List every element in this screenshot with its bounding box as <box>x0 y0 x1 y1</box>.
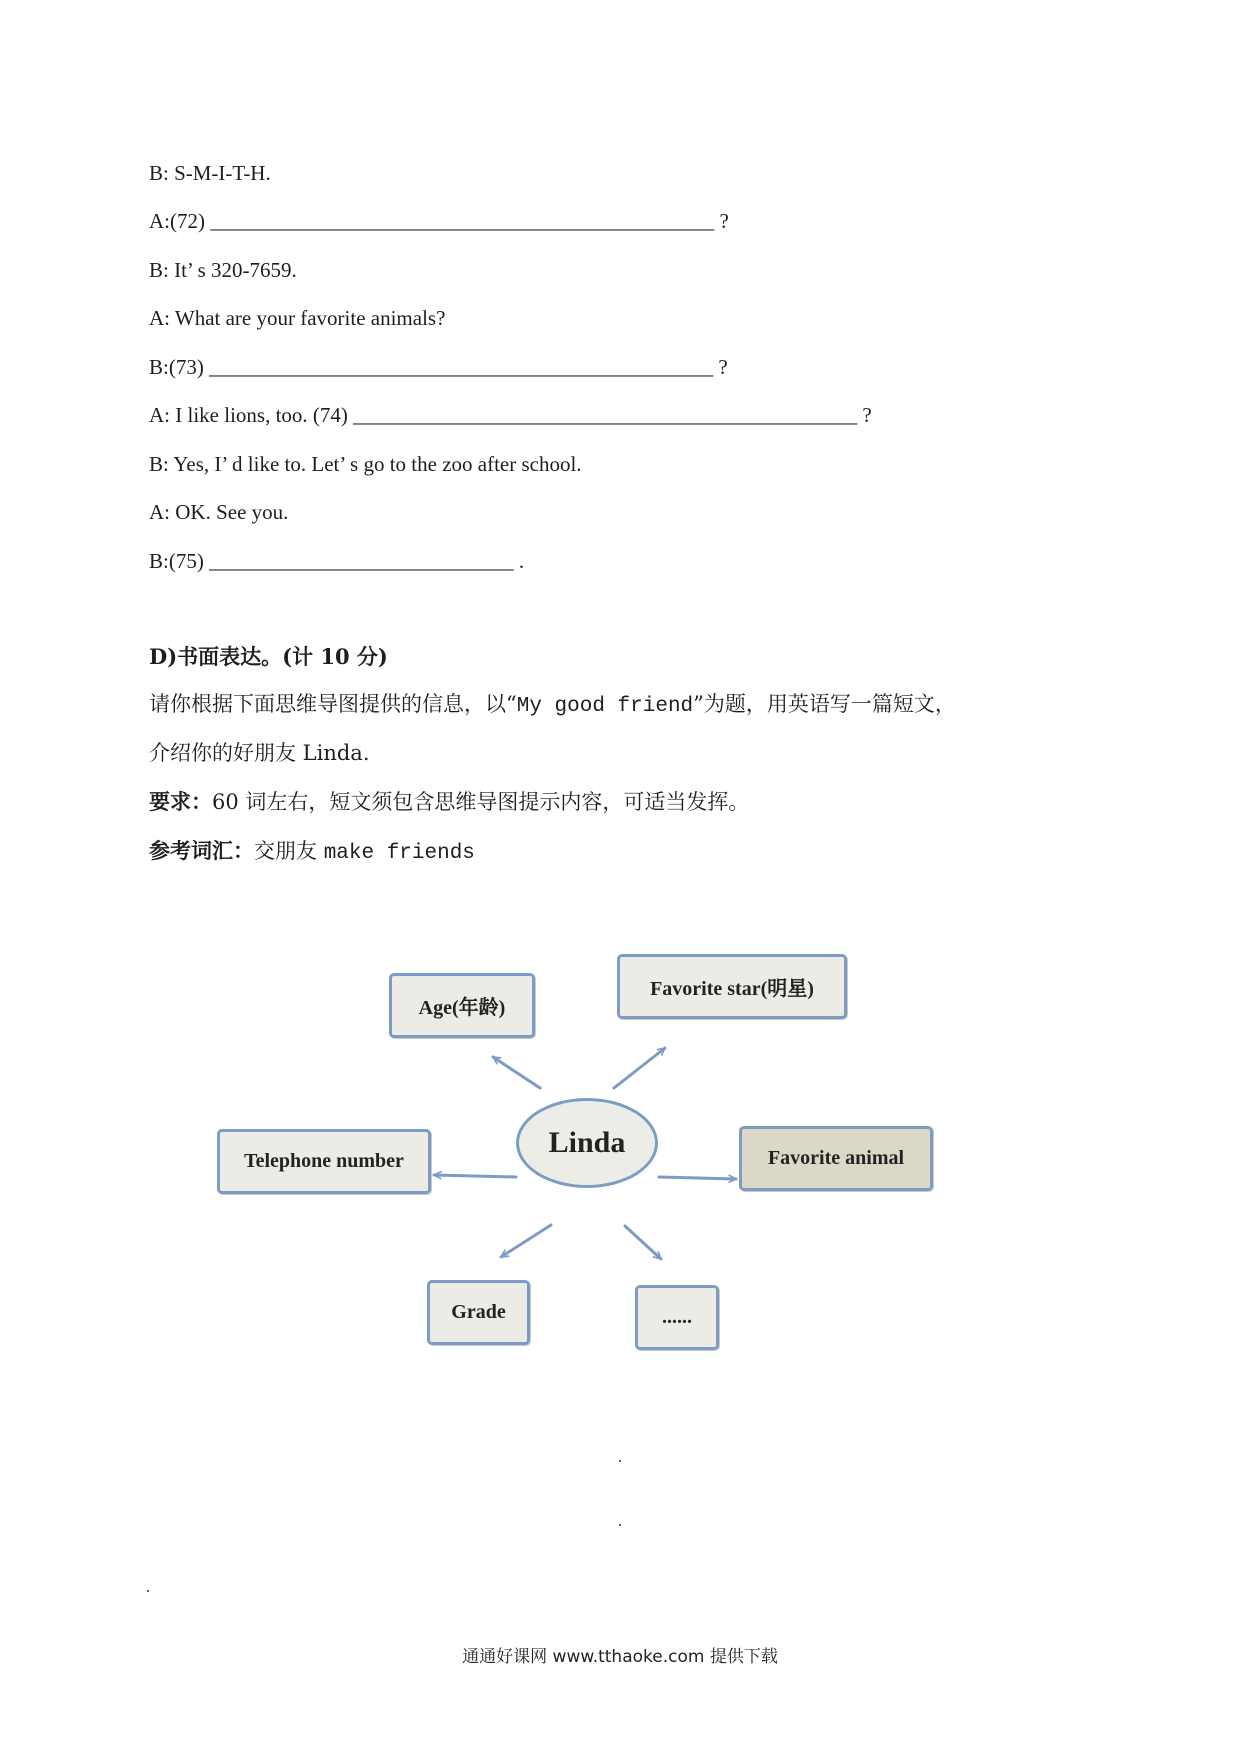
dialogue-blank-75: B:(75) _____________________________ . <box>149 549 525 573</box>
essay-title: My good friend <box>516 695 694 718</box>
mindmap-node-telephone: Telephone number <box>217 1129 431 1194</box>
requirement-text: 60 词左右，短文须包含思维导图提示内容，可适当发挥。 <box>212 790 750 814</box>
mindmap-node-favorite-star: Favorite star(明星) <box>617 954 847 1019</box>
dialogue-line: B: S-M-I-T-H. <box>149 161 271 185</box>
dialogue-blank-72: A:(72) ________________________________________________ ? <box>149 209 729 233</box>
dialogue-blank-74: A: I like lions, too. (74) ________________________________________________ ? <box>149 403 872 427</box>
mindmap-node-favorite-animal: Favorite animal <box>739 1126 933 1191</box>
arrow-to-telephone <box>434 1175 516 1177</box>
dialogue-line: B: Yes, I’ d like to. Let’ s go to the zoo after school. <box>149 452 582 476</box>
mindmap-node-age: Age(年龄) <box>389 973 535 1038</box>
section-heading: D)书面表达。(计 10 分) <box>149 644 388 669</box>
arrow-to-grade <box>501 1225 551 1257</box>
arrow-to-animal <box>659 1177 736 1179</box>
dialogue-blank-73: B:(73) ________________________________________________ ? <box>149 355 728 379</box>
dialogue-line: A: OK. See you. <box>149 500 289 524</box>
arrow-to-star <box>614 1048 665 1088</box>
vocab-english: make friends <box>323 842 475 865</box>
stray-dot <box>619 1524 621 1526</box>
mindmap-center-linda: Linda <box>516 1098 658 1188</box>
vocab-label: 参考词汇： <box>149 838 254 863</box>
arrow-to-age <box>493 1057 540 1088</box>
page-footer: 通通好课网 www.tthaoke.com 提供下载 <box>462 1647 778 1667</box>
prompt-text: 请你根据下面思维导图提供的信息，以“ <box>149 692 517 716</box>
dialogue-line: B: It’ s 320-7659. <box>149 258 297 282</box>
requirement-label: 要求： <box>149 789 212 814</box>
arrow-to-more <box>625 1226 661 1259</box>
prompt-text: ”为题，用英语写一篇短文， <box>693 692 956 716</box>
mindmap-node-more: ...... <box>635 1285 719 1350</box>
mindmap-node-grade: Grade <box>427 1280 530 1345</box>
dialogue-line: A: What are your favorite animals? <box>149 306 446 330</box>
stray-dot <box>619 1460 621 1462</box>
writing-prompt-line2: 介绍你的好朋友 Linda. <box>149 741 370 765</box>
vocab-chinese: 交朋友 <box>254 839 324 863</box>
stray-dot <box>147 1590 149 1592</box>
